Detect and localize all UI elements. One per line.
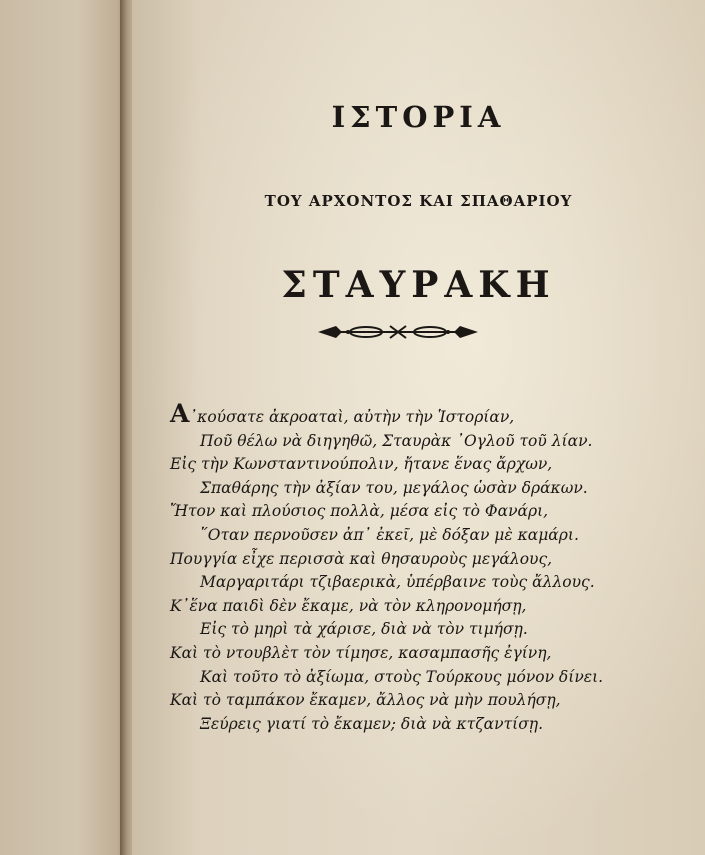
- poem-line: Ξεύρεις γιατί τὸ ἔκαμεν; διὰ νὰ κτζαντίσῃ.: [200, 714, 543, 733]
- poem-line: Α᾿κούσατε ἀκροαταὶ, αὐτὴν τὴν Ἱστορίαν,: [170, 399, 515, 428]
- poem-line: Καὶ τὸ ντουβλὲτ τὸν τίμησε, κασαμπασῆς ἐγίνη,: [170, 643, 552, 662]
- poem-line: Καὶ τὸ ταμπάκον ἔκαμεν, ἄλλος νὰ μὴν πουλήσῃ,: [170, 691, 561, 710]
- drop-cap: Α: [170, 399, 190, 428]
- poem-line: Σπαθάρης τὴν ἀξίαν του, μεγάλος ὡσὰν δράκων.: [200, 478, 588, 497]
- page-title: ΙΣΤΟΡΙΑ: [331, 100, 506, 134]
- poem-line: Μαργαριτάρι τζιβαερικὰ, ὑπέρβαινε τοὺς ἄλλους.: [200, 573, 595, 592]
- ornament-divider-icon: [318, 322, 478, 342]
- page-subtitle: ΤΟΥ ΑΡΧΟΝΤΟΣ ΚΑΙ ΣΠΑΘΑΡΙΟΥ: [264, 192, 573, 210]
- poem-text: [170, 399, 700, 736]
- page-heading-name: ΣΤΑΥΡΑΚΗ: [281, 264, 556, 306]
- poem-line: Κ᾿ἕνα παιδὶ δὲν ἔκαμε, νὰ τὸν κληρονομήσῃ,: [170, 596, 527, 615]
- poem-line: Εἰς τὸ μηρὶ τὰ χάρισε, διὰ νὰ τὸν τιμήσῃ.: [200, 620, 528, 639]
- right-page: [132, 0, 705, 855]
- poem-line: ῞Οταν περνοῦσεν ἀπ᾿ ἐκεῖ, μὲ δόξαν μὲ καμάρι.: [200, 525, 579, 544]
- poem-line: Ἤτον καὶ πλούσιος πολλὰ, μέσα εἰς τὸ Φανάρι,: [170, 502, 549, 521]
- left-page: [0, 0, 128, 855]
- poem-line: Ποῦ θέλω νὰ διηγηθῶ, Σταυρὰκ ᾿Ογλοῦ τοῦ λίαν.: [200, 431, 593, 450]
- poem-line: Καὶ τοῦτο τὸ ἀξίωμα, στοὺς Τούρκους μόνον δίνει.: [200, 667, 604, 686]
- poem-line: Εἰς τὴν Κωνσταντινούπολιν, ἤτανε ἕνας ἄρχων,: [170, 455, 553, 474]
- poem-line: Πουγγία εἶχε περισσὰ καὶ θησαυροὺς μεγάλους,: [170, 549, 553, 568]
